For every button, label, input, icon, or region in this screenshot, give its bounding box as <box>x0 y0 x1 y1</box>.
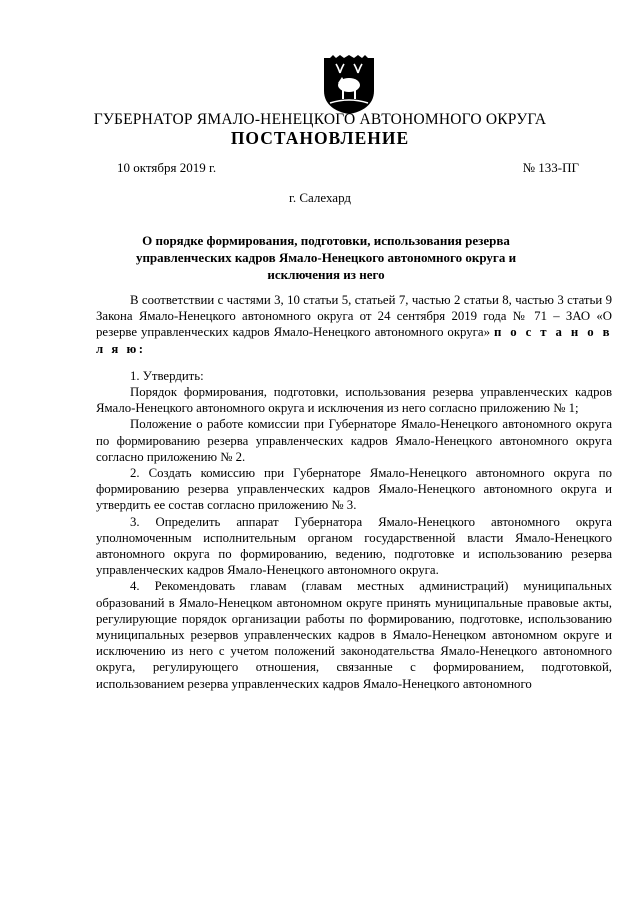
paragraph-1: 1. Утвердить: <box>130 368 204 383</box>
coat-of-arms-icon <box>322 55 376 115</box>
preamble-text: В соответствии с частями 3, 10 статьи 5, статьей 7, частью 2 статьи 8, частью 3 статьи 9 Закона Ямало-Ненецкого автономного округа от 24 сентября 2019 года № 71 – ЗАО «О резерве управленческих кадров Ямало-Ненецкого автономного округа» <box>96 293 612 340</box>
paragraph-3: 3. Определить аппарат Губернатора Ямало-Ненецкого автономного округа уполномоченным исполнительным органом государственной власти Ямало-Ненецкого автономного округа по формированию, ведению, подготовке и использованию резерва управленческих кадров Ямало-Ненецкого автономного округа. <box>96 514 612 578</box>
document-body <box>96 292 612 692</box>
paragraph-1-item-2: Положение о работе комиссии при Губернаторе Ямало-Ненецкого автономного округа по формированию резерва управленческих кадров Ямало-Ненецкого автономного округа согласно приложению № 2. <box>96 417 612 464</box>
document-city: г. Салехард <box>288 190 352 205</box>
preamble <box>96 292 612 357</box>
document-date: 10 октября 2019 г. <box>117 160 217 175</box>
document-title: О порядке формирования, подготовки, использования резерва управленческих кадров Ямало-Ненецкого автономного округа и исключения из него <box>135 233 517 282</box>
document-number: № 133-ПГ <box>522 160 579 175</box>
document-type: ПОСТАНОВЛЕНИЕ <box>230 128 410 148</box>
paragraph-4: 4. Рекомендовать главам (главам местных администраций) муниципальных образований в Ямало-Ненецком автономном округе принять муниципальные правовые акты, регулирующие порядок организации работы по формированию, подготовке, использованию муниципальных резервов управленческих кадров в Ямало-Ненецком автономном округе и исключению из него с учетом положений законодательства Ямало-Ненецкого автономного округа, регулирующего отношения, связанные с формированием, подготовкой, использованием резерва управленческих кадров Ямало-Ненецкого автономного <box>96 579 612 691</box>
decree-word: п о с т а н о в л я ю: <box>96 325 612 356</box>
paragraph-1-item-1: Порядок формирования, подготовки, использования резерва управленческих кадров Ямало-Ненецкого автономного округа и исключения из него согласно приложению № 1; <box>96 385 612 416</box>
organization-name: ГУБЕРНАТОР ЯМАЛО-НЕНЕЦКОГО АВТОНОМНОГО ОКРУГА <box>93 111 547 128</box>
paragraph-2: 2. Создать комиссию при Губернаторе Ямало-Ненецкого автономного округа по формированию резерва управленческих кадров Ямало-Ненецкого автономного округа и утвердить ее состав согласно приложению № 3. <box>96 466 612 513</box>
